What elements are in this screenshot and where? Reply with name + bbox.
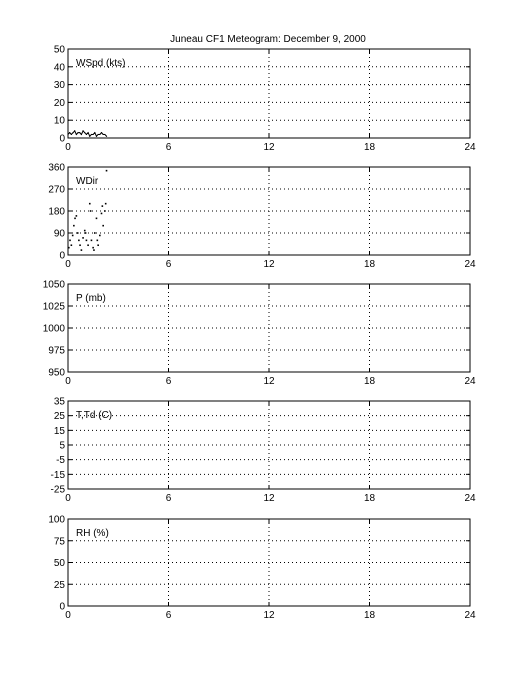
data-point (86, 240, 88, 242)
x-tick-label: 24 (464, 376, 476, 387)
x-tick-label: 18 (363, 142, 376, 153)
x-tick-label: 24 (464, 259, 476, 270)
y-tick-label: 950 (48, 367, 65, 379)
data-point (74, 130, 75, 131)
y-tick-label: 25 (53, 579, 65, 591)
data-point (92, 247, 94, 249)
data-point (97, 240, 99, 242)
figure-title: Juneau CF1 Meteogram: December 9, 2000 (170, 34, 366, 45)
data-point (67, 134, 68, 135)
x-tick-label: 12 (263, 610, 275, 621)
data-point (104, 134, 105, 135)
x-tick-label: 24 (464, 493, 476, 504)
x-tick-label: 6 (165, 493, 172, 504)
panel-label: P (mb) (76, 293, 106, 304)
panel-label: WDir (76, 176, 99, 187)
data-point (88, 132, 89, 133)
data-point (79, 132, 80, 133)
data-point (72, 235, 74, 237)
x-tick-label: 12 (263, 493, 275, 504)
data-point (73, 225, 75, 227)
data-point (68, 247, 70, 249)
y-tick-label: 15 (53, 425, 65, 437)
data-point (90, 210, 92, 212)
panel-label: RH (%) (76, 528, 109, 539)
panel-rh (48, 515, 476, 622)
data-point (91, 240, 93, 242)
panel-wspd-kts (54, 45, 476, 154)
data-point (69, 240, 71, 242)
data-point (77, 132, 78, 133)
data-line (68, 131, 107, 136)
data-point (71, 134, 72, 135)
y-tick-label: -15 (50, 469, 65, 481)
y-tick-label: -5 (56, 455, 65, 467)
y-tick-label: 1000 (42, 323, 65, 335)
data-point (105, 203, 107, 205)
x-tick-label: 18 (363, 376, 376, 387)
data-point (99, 134, 100, 135)
data-point (94, 132, 95, 133)
x-tick-label: 6 (165, 142, 172, 153)
x-tick-label: 12 (263, 259, 275, 270)
y-tick-label: 20 (53, 97, 65, 109)
data-point (84, 132, 85, 133)
y-tick-label: 1050 (42, 279, 65, 291)
meteogram-panels (43, 45, 476, 622)
x-tick-label: 6 (165, 259, 172, 270)
panel-label: T,Td (C) (76, 410, 113, 421)
y-tick-label: 0 (59, 133, 65, 145)
y-tick-label: 1025 (42, 301, 65, 313)
data-point (84, 230, 86, 232)
y-tick-label: 360 (48, 162, 65, 174)
data-point (71, 244, 73, 246)
x-tick-label: 6 (165, 610, 172, 621)
data-point (87, 244, 89, 246)
panel-t-td-c (51, 397, 476, 505)
data-point (101, 213, 103, 215)
data-point (79, 244, 81, 246)
data-point (82, 130, 83, 131)
data-point (89, 203, 91, 205)
data-point (91, 134, 92, 135)
x-tick-label: 0 (65, 376, 71, 387)
data-point (99, 235, 101, 237)
x-tick-label: 0 (65, 610, 71, 621)
y-tick-label: 0 (59, 601, 65, 613)
data-point (81, 134, 82, 135)
data-point (101, 132, 102, 133)
data-point (76, 215, 78, 217)
x-tick-label: 12 (263, 376, 275, 387)
data-point (106, 170, 108, 172)
data-point (96, 136, 97, 137)
y-tick-label: 975 (48, 345, 65, 357)
x-tick-label: 0 (65, 493, 71, 504)
x-tick-label: 18 (363, 493, 376, 504)
y-tick-label: 5 (59, 440, 65, 452)
x-tick-label: 6 (165, 376, 172, 387)
data-point (89, 136, 90, 137)
x-tick-label: 12 (263, 142, 275, 153)
data-point (94, 232, 96, 234)
data-point (103, 134, 104, 135)
data-point (72, 132, 73, 133)
x-tick-label: 18 (363, 610, 376, 621)
x-tick-label: 24 (464, 142, 476, 153)
y-tick-label: 100 (48, 514, 65, 526)
data-point (85, 232, 87, 234)
data-point (76, 134, 77, 135)
x-tick-label: 18 (363, 259, 376, 270)
y-tick-label: 0 (59, 250, 65, 262)
data-point (104, 210, 106, 212)
data-point (97, 244, 99, 246)
data-point (74, 218, 76, 220)
x-tick-label: 0 (65, 259, 71, 270)
panel-label: WSpd (kts) (76, 58, 126, 69)
y-tick-label: 75 (53, 536, 65, 548)
y-tick-label: 50 (53, 558, 65, 569)
data-point (86, 134, 87, 135)
panel-p-mb (43, 280, 476, 388)
data-point (78, 240, 80, 242)
data-point (77, 232, 79, 234)
x-tick-label: 24 (464, 610, 476, 621)
data-point (82, 237, 84, 239)
data-point (69, 132, 70, 133)
y-tick-label: 25 (53, 411, 65, 423)
y-tick-label: 50 (53, 44, 65, 56)
data-point (96, 218, 98, 220)
y-tick-label: 270 (48, 184, 65, 196)
y-tick-label: 10 (53, 115, 65, 127)
y-tick-label: 90 (53, 228, 65, 240)
data-point (102, 225, 104, 227)
y-tick-label: 180 (48, 206, 65, 218)
x-tick-label: 0 (65, 142, 71, 153)
data-point (106, 136, 107, 137)
y-tick-label: 35 (53, 396, 65, 408)
data-point (93, 134, 94, 135)
y-tick-label: 40 (53, 62, 65, 74)
data-point (93, 249, 95, 251)
data-point (81, 249, 83, 251)
data-point (98, 134, 99, 135)
y-tick-label: 30 (53, 80, 65, 92)
data-point (102, 205, 104, 207)
y-tick-label: -25 (50, 484, 65, 496)
panel-wdir (48, 163, 476, 271)
